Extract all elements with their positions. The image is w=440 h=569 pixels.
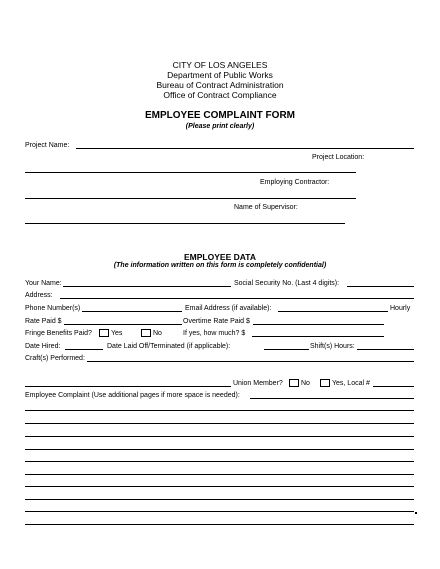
union-no-label: No [301, 380, 310, 387]
supervisor-field[interactable] [25, 223, 345, 224]
complaint-line[interactable] [25, 499, 414, 500]
page-dot [415, 512, 417, 514]
complaint-line[interactable] [25, 486, 414, 487]
complaint-label: Employee Complaint (Use additional pages if more space is needed): [25, 392, 240, 399]
fringe-yes-label: Yes [111, 330, 123, 337]
project-location-field[interactable] [25, 172, 356, 173]
date-laid-off-label: Date Laid Off/Terminated (if applicable): [107, 343, 231, 350]
complaint-line[interactable] [25, 524, 414, 525]
overtime-rate-label: Overtime Rate Paid $ [183, 318, 250, 325]
union-yes-checkbox[interactable] [320, 379, 330, 387]
date-laid-off-field[interactable] [264, 349, 309, 350]
project-name-label: Project Name: [25, 142, 70, 149]
complaint-line[interactable] [25, 410, 414, 411]
shifts-label: Shift(s) Hours: [310, 343, 355, 350]
how-much-label: If yes, how much? $ [183, 330, 246, 337]
email-label: Email Address (if available): [185, 305, 272, 312]
complaint-line-0[interactable] [250, 398, 414, 399]
your-name-label: Your Name: [25, 280, 62, 287]
union-yes-label: Yes, Local # [332, 380, 370, 387]
project-name-field[interactable] [76, 148, 414, 149]
bureau-name: Bureau of Contract Administration [156, 80, 284, 90]
complaint-line[interactable] [25, 436, 414, 437]
your-name-field[interactable] [63, 286, 231, 287]
phone-label: Phone Number(s) [25, 305, 81, 312]
employing-contractor-field[interactable] [25, 198, 356, 199]
employee-data-title: EMPLOYEE DATA [184, 252, 256, 262]
complaint-line[interactable] [25, 474, 414, 475]
union-member-label: Union Member? [233, 380, 283, 387]
hourly-label: Hourly [390, 305, 411, 312]
form-title: EMPLOYEE COMPLAINT FORM [145, 110, 295, 121]
crafts-label: Craft(s) Performed: [25, 355, 85, 362]
rate-paid-field[interactable] [64, 324, 182, 325]
overtime-rate-field[interactable] [253, 324, 384, 325]
employing-contractor-label: Employing Contractor: [260, 179, 330, 186]
how-much-field[interactable] [252, 336, 384, 337]
ssn-field[interactable] [347, 286, 414, 287]
supervisor-label: Name of Supervisor: [234, 204, 298, 211]
fringe-no-checkbox[interactable] [141, 329, 151, 337]
union-local-field[interactable] [373, 386, 414, 387]
shifts-field[interactable] [357, 349, 414, 350]
date-hired-label: Date Hired: [25, 343, 61, 350]
print-instruction: (Please print clearly) [185, 123, 255, 130]
confidential-note: (The information written on this form is completely confidential) [113, 262, 327, 269]
project-location-label: Project Location: [312, 154, 365, 161]
phone-field[interactable] [82, 311, 182, 312]
ssn-label: Social Security No. (Last 4 digits): [234, 280, 340, 287]
crafts-field-1[interactable] [87, 361, 414, 362]
office-name: Office of Contract Compliance [163, 90, 277, 100]
address-field[interactable] [60, 298, 414, 299]
email-field[interactable] [278, 311, 388, 312]
union-no-checkbox[interactable] [289, 379, 299, 387]
complaint-line[interactable] [25, 423, 414, 424]
complaint-line[interactable] [25, 511, 414, 512]
fringe-benefits-label: Fringe Benefits Paid? [25, 330, 92, 337]
fringe-no-label: No [153, 330, 162, 337]
address-label: Address: [25, 292, 53, 299]
city-name: CITY OF LOS ANGELES [172, 60, 268, 70]
complaint-line[interactable] [25, 461, 414, 462]
rate-paid-label: Rate Paid $ [25, 318, 62, 325]
fringe-yes-checkbox[interactable] [99, 329, 109, 337]
complaint-line[interactable] [25, 449, 414, 450]
department-name: Department of Public Works [167, 70, 273, 80]
date-hired-field[interactable] [65, 349, 103, 350]
crafts-field-2[interactable] [25, 386, 231, 387]
